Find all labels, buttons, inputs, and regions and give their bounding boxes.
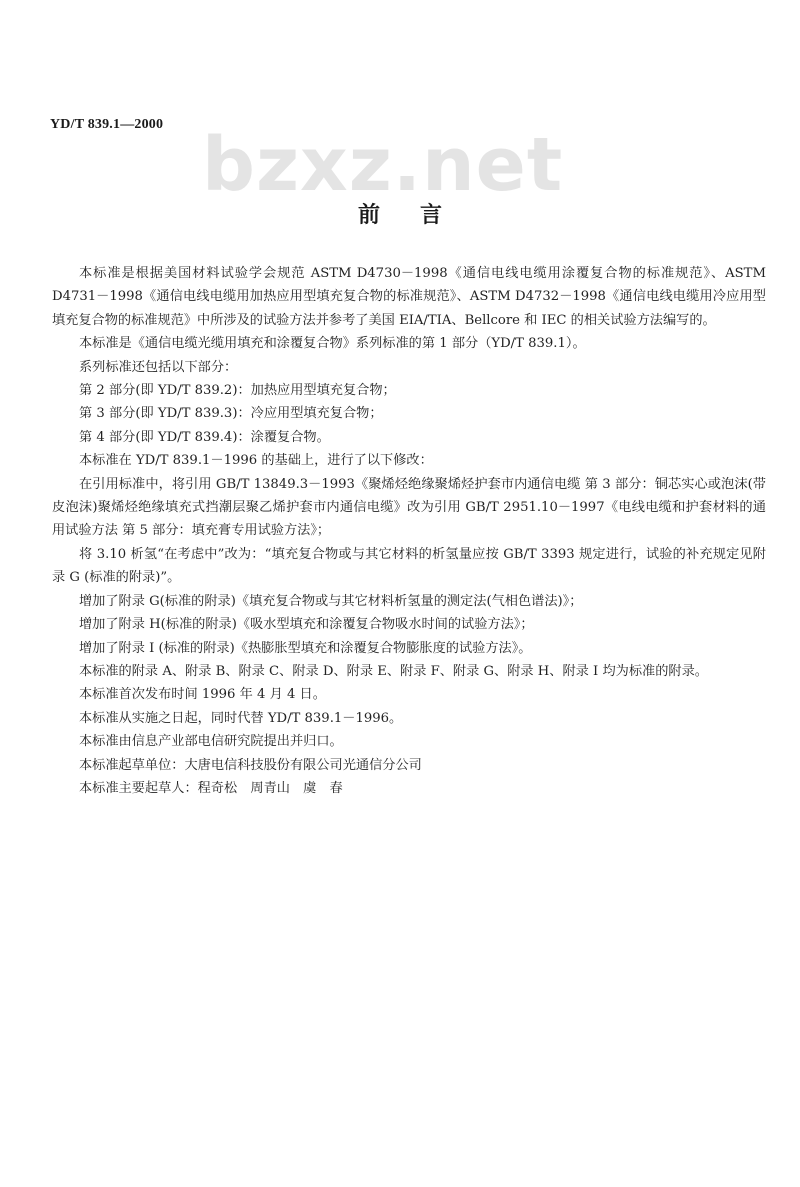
paragraph-series-includes: 系列标准还包括以下部分： [79, 359, 238, 375]
foreword-body [52, 262, 766, 800]
standard-code: YD/T 839.1—2000 [50, 117, 164, 132]
paragraph-first-release: 本标准首次发布时间 1996 年 4 月 4 日。 [79, 687, 326, 703]
modification-hydrogen: 将 3.10 析氢“在考虑中”改为：“填充复合物或与其它材料的析氢量应按 GB/T 3393 规定进行，试验的补充规定见附录 G (标准的附录)”。 [52, 546, 766, 586]
list-item-part-4: 第 4 部分(即 YD/T 839.4)：涂覆复合物。 [79, 429, 330, 445]
list-item-part-2: 第 2 部分(即 YD/T 839.2)：加热应用型填充复合物； [79, 383, 396, 399]
paragraph-proposed-by: 本标准由信息产业部电信研究院提出并归口。 [79, 734, 343, 750]
page-title: 前言 [357, 203, 482, 228]
paragraph-basis: 本标准是根据美国材料试验学会规范 ASTM D4730－1998《通信电线电缆用涂覆复合物的标准规范》、ASTM D4731－1998《通信电线电缆用加热应用型填充复合物的标准规范》、ASTM D4732－1998《通信电线电缆用冷应用型填充复合物的标准规范》中所涉及的试验方法并参考了美国 EIA/TIA、Bellcore 和 IEC 的相关试验方法编写的。 [52, 266, 766, 328]
paragraph-replaces: 本标准从实施之日起，同时代替 YD/T 839.1－1996。 [79, 710, 403, 726]
watermark: bzxz.net [202, 122, 564, 208]
paragraph-annexes: 本标准的附录 A、附录 B、附录 C、附录 D、附录 E、附录 F、附录 G、附录 H、附录 I 均为标准的附录。 [79, 663, 708, 679]
paragraph-drafting-unit: 本标准起草单位：大唐电信科技股份有限公司光通信分公司 [79, 757, 422, 773]
paragraph-drafters: 本标准主要起草人：程奇松 周青山 虞 春 [79, 780, 343, 796]
modification-annex-g: 增加了附录 G(标准的附录)《填充复合物或与其它材料析氢量的测定法(气相色谱法)》； [79, 593, 583, 609]
modification-annex-i: 增加了附录 I (标准的附录)《热膨胀型填充和涂覆复合物膨胀度的试验方法》。 [79, 640, 532, 656]
modification-references: 在引用标准中，将引用 GB/T 13849.3－1993《聚烯烃绝缘聚烯烃护套市内通信电缆 第 3 部分：铜芯实心或泡沫(带皮泡沫)聚烯烃绝缘填充式挡潮层聚乙烯护套市内通信电缆》改为引用 GB/T 2951.10－1997《电线电缆和护套材料的通用试验方法 第 5 部分：填充膏专用试验方法》； [52, 476, 766, 539]
list-item-part-3: 第 3 部分(即 YD/T 839.3)：冷应用型填充复合物； [79, 406, 383, 422]
paragraph-series-part: 本标准是《通信电缆光缆用填充和涂覆复合物》系列标准的第 1 部分（YD/T 839.1）。 [79, 336, 586, 352]
modification-annex-h: 增加了附录 H(标准的附录)《吸水型填充和涂覆复合物吸水时间的试验方法》； [79, 617, 534, 633]
paragraph-modifications: 本标准在 YD/T 839.1－1996 的基础上，进行了以下修改： [79, 453, 433, 469]
